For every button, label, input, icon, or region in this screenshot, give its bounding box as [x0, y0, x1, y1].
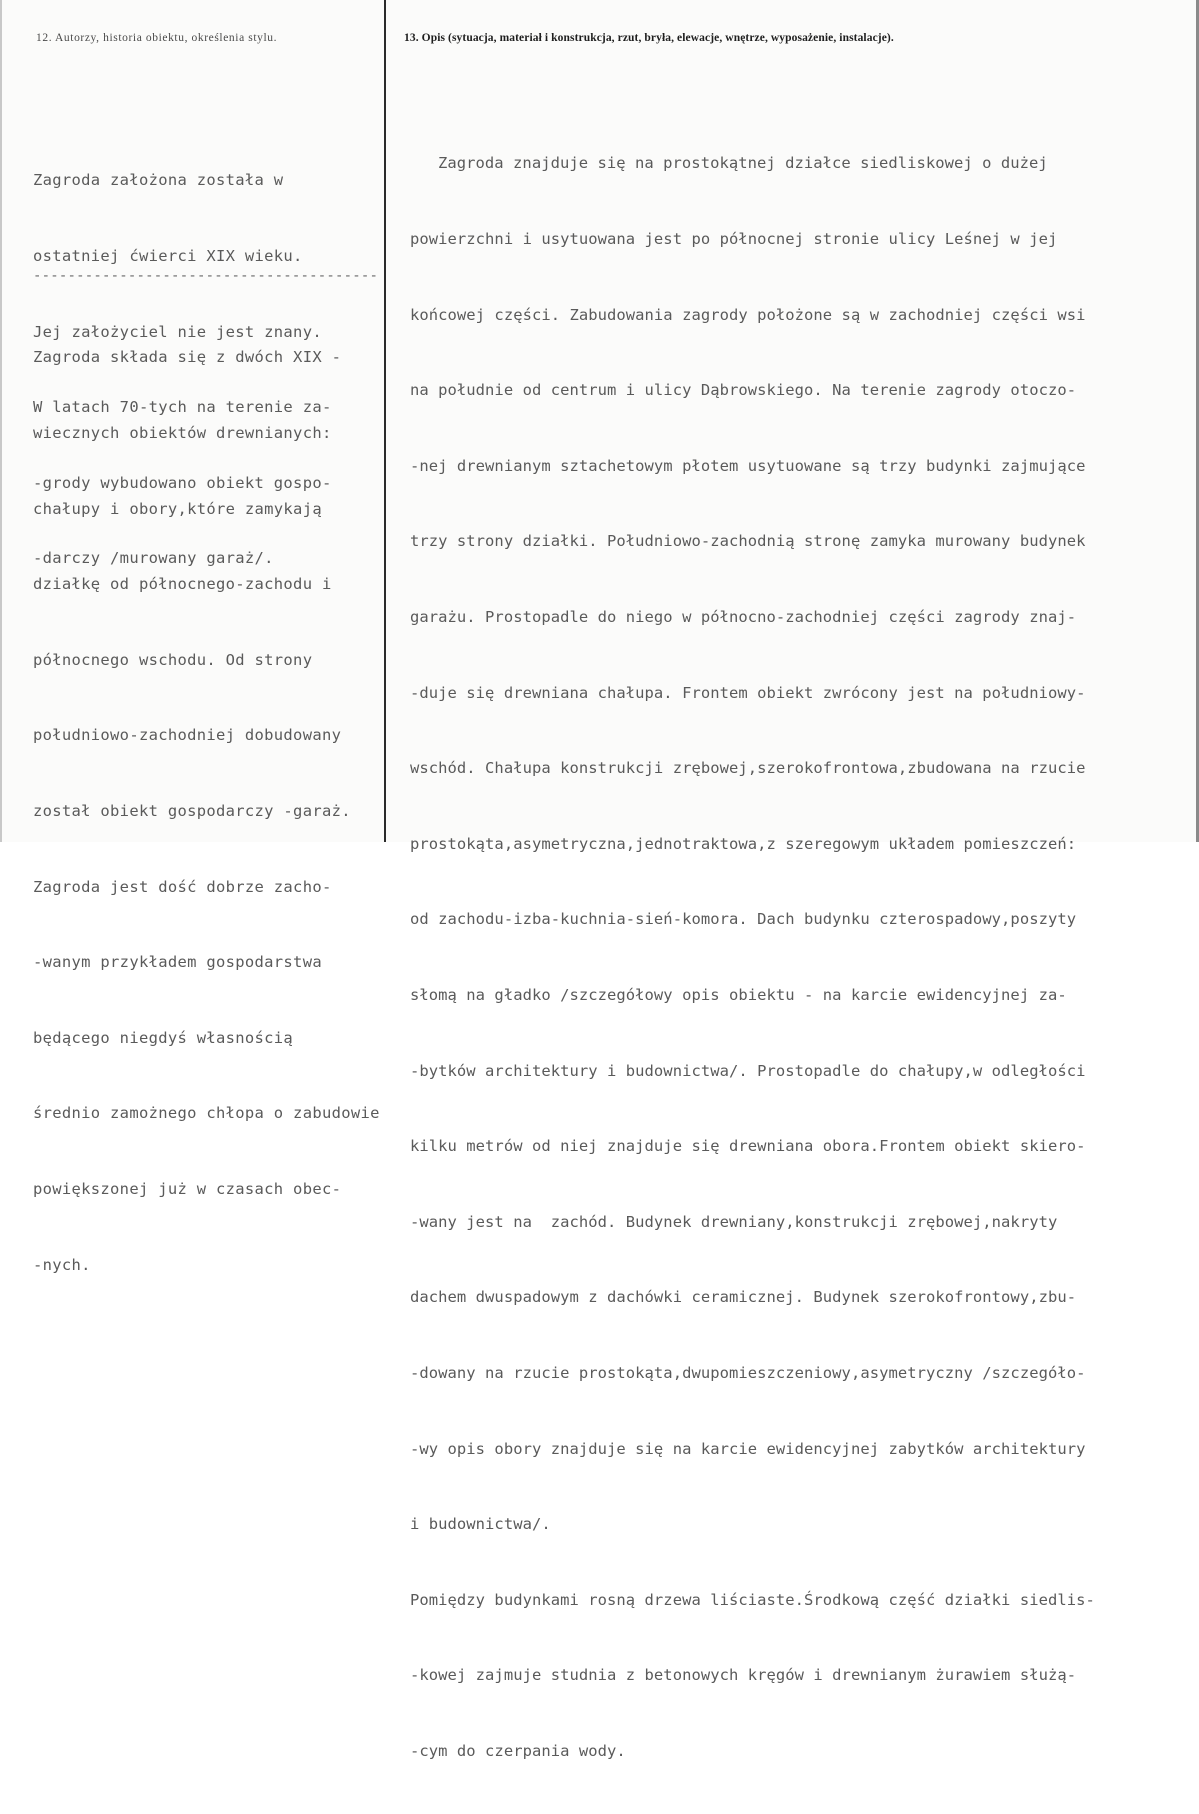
- column-divider: [384, 0, 386, 842]
- text-line: Pomiędzy budynkami rosną drzewa liściaste.Środkową część działki siedlis-: [410, 1590, 1095, 1609]
- composition-paragraph: [33, 295, 380, 1328]
- text-line: -bytków architektury i budownictwa/. Prostopadle do chałupy,w odległości: [410, 1061, 1086, 1080]
- text-line: prostokąta,asymetryczna,jednotraktowa,z szeregowym układem pomieszczeń:: [410, 834, 1077, 853]
- text-line: -wanym przykładem gospodarstwa: [33, 953, 322, 972]
- text-line: północnego wschodu. Od strony: [33, 650, 313, 669]
- text-line: -dowany na rzucie prostokąta,dwupomieszczeniowy,asymetryczny /szczegóło-: [410, 1363, 1086, 1382]
- text-line: został obiekt gospodarczy -garaż.: [33, 801, 351, 820]
- text-line: i budownictwa/.: [410, 1515, 551, 1534]
- text-line: kilku metrów od niej znajduje się drewniana obora.Frontem obiekt skiero-: [410, 1137, 1086, 1156]
- card-left-edge: [0, 0, 2, 842]
- text-line: chałupy i obory,które zamykają: [33, 499, 322, 518]
- text-line: garażu. Prostopadle do niego w północno-zachodniej części zagrody znaj-: [410, 607, 1077, 626]
- text-line: -kowej zajmuje studnia z betonowych kręgów i drewnianym żurawiem służą-: [410, 1666, 1077, 1685]
- text-line: działkę od północnego-zachodu i: [33, 575, 332, 594]
- text-line: -grody wybudowano obiekt gospo-: [33, 473, 332, 492]
- text-line: Jej założyciel nie jest znany.: [33, 322, 322, 341]
- text-line: dachem dwuspadowym z dachówki ceramicznej. Budynek szerokofrontowy,zbu-: [410, 1288, 1077, 1307]
- text-line: Zagroda znajduje się na prostokątnej działce siedliskowej o dużej: [438, 154, 1048, 173]
- text-line: W latach 70-tych na terenie za-: [33, 398, 332, 417]
- text-line: trzy strony działki. Południowo-zachodnią stronę zamyka murowany budynek: [410, 532, 1086, 551]
- text-line: końcowej części. Zabudowania zagrody położone są w zachodniej części wsi: [410, 305, 1086, 324]
- text-line: -nej drewnianym sztachetowym płotem usytuowane są trzy budynki zajmujące: [410, 456, 1086, 475]
- section-12-heading: 12. Autorzy, historia obiektu, określenia stylu.: [36, 32, 278, 44]
- text-line: słomą na gładko /szczegółowy opis obiektu - na karcie ewidencyjnej za-: [410, 985, 1067, 1004]
- text-line: od zachodu-izba-kuchnia-sień-komora. Dach budynku czterospadowy,poszyty: [410, 910, 1077, 929]
- text-line: powierzchni i usytuowana jest po północnej stronie ulicy Leśnej w jej: [410, 230, 1058, 248]
- text-line: -cym do czerpania wody.: [410, 1741, 626, 1760]
- text-line: Zagroda składa się z dwóch XIX -: [33, 348, 342, 367]
- text-line: na południe od centrum i ulicy Dąbrowskiego. Na terenie zagrody otoczo-: [410, 381, 1077, 400]
- text-line: południowo-zachodniej dobudowany: [33, 726, 342, 745]
- text-line: ostatniej ćwierci XIX wieku.: [33, 247, 303, 265]
- section-13-heading: 13. Opis (sytuacja, materiał i konstrukcja, rzut, bryła, elewacje, wnętrze, wyposażenie, instalacje).: [404, 32, 894, 44]
- text-line: -wany jest na zachód. Budynek drewniany,konstrukcji zrębowej,nakryty: [410, 1212, 1058, 1231]
- dashed-separator: ----------------------------------------: [33, 268, 379, 284]
- text-line: -darczy /murowany garaż/.: [33, 549, 274, 568]
- text-line: będącego niegdyś własnością: [33, 1028, 294, 1047]
- text-line: średnio zamożnego chłopa o zabudowie: [33, 1104, 380, 1123]
- text-line: Zagroda założona została w: [33, 171, 284, 190]
- text-line: wschód. Chałupa konstrukcji zrębowej,szerokofrontowa,zbudowana na rzucie: [410, 759, 1086, 778]
- text-line: -nych.: [33, 1255, 91, 1274]
- text-line: -wy opis obory znajduje się na karcie ewidencyjnej zabytków architektury: [410, 1439, 1086, 1458]
- text-line: -duje się drewniana chałupa. Frontem obiekt zwrócony jest na południowy-: [410, 683, 1086, 702]
- text-line: wiecznych obiektów drewnianych:: [33, 424, 332, 442]
- text-line: Zagroda jest dość dobrze zacho-: [33, 877, 332, 896]
- description-paragraph: [410, 101, 1095, 1814]
- text-line: powiększonej już w czasach obec-: [33, 1179, 342, 1198]
